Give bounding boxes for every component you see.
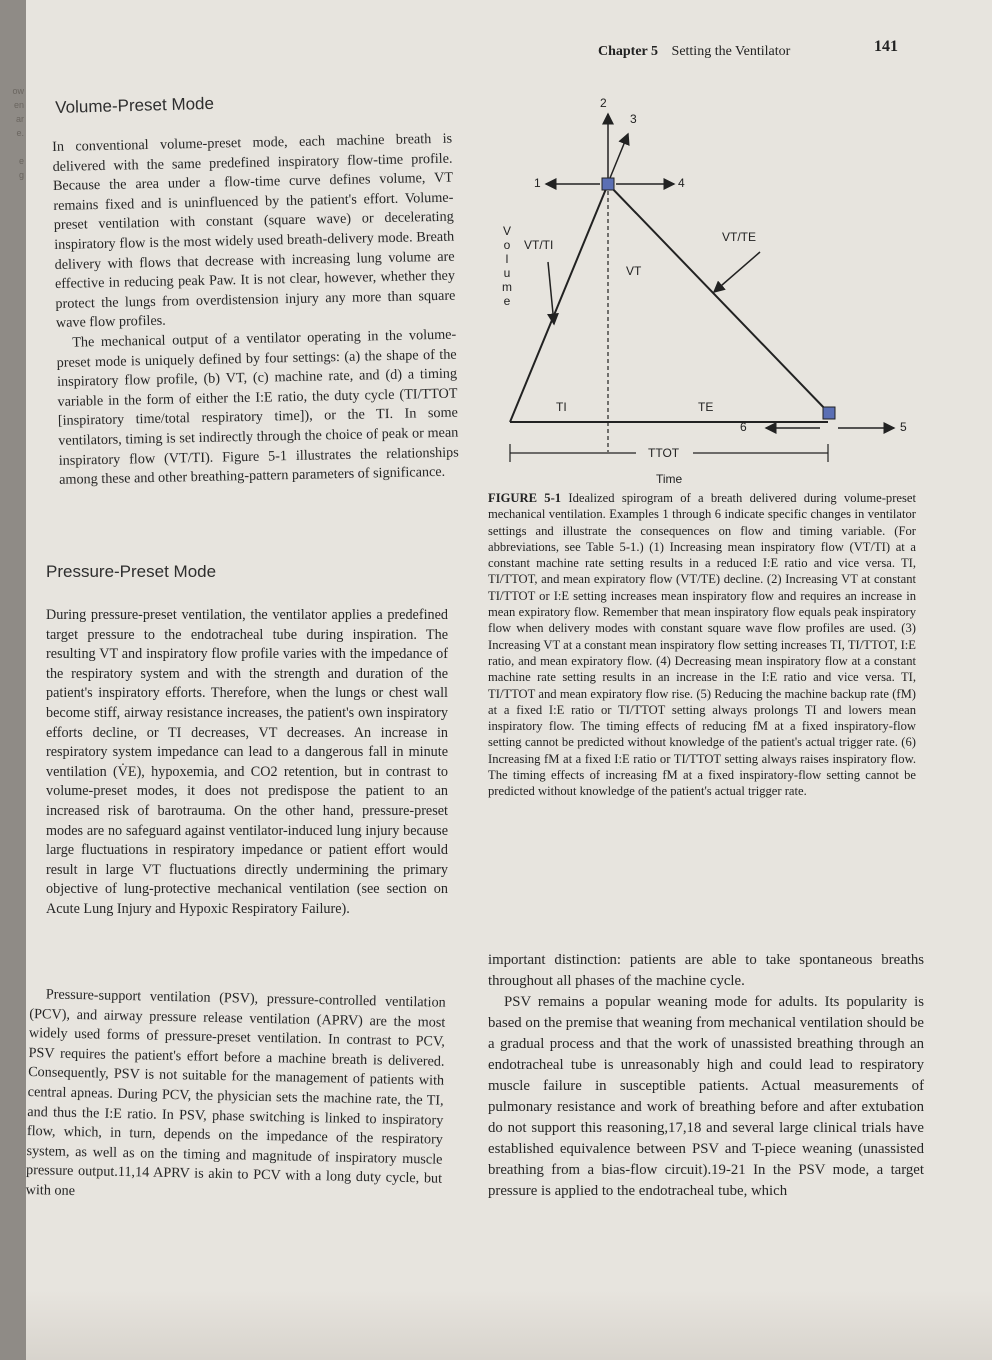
- paragraph: In conventional volume-preset mode, each machine breath is delivered with the same predefined inspiratory flow-time profile. Because the area under a flow-time curve defines volume, VT remains fixed and is uninfluenced by the patient's effort. Volume-preset ventilation with constant (square wave) or decelerating inspiratory flow is the most widely used breath-delivery mode. Breath delivery with flows that decrease with increasing lung volume are effective in reducing peak Paw. It is not clear, however, whether they protect the lungs from overdistension injury any more than square wave flow profiles.: [52, 130, 456, 332]
- label-vt-te: VT/TE: [722, 230, 757, 244]
- spirogram-diagram: [488, 92, 928, 492]
- caption-text: Idealized spirogram of a breath delivered during volume-preset mechanical ventilation. Examples 1 through 6 indicate specific changes in ventilator settings and illustrate the consequences on flow and timing variable. (For abbreviations, see Table 5-1.) (1) Increasing mean inspiratory flow (VT/TI) at a constant machine rate setting results in a reduced I:E ratio and vice versa. TI, TI/TTOT, and mean expiratory flow (VT/TE) decline. (2) Increasing VT at constant TI/TTOT or I:E setting increases mean inspiratory flow and requires an increase in mean expiratory flow. Remember that mean inspiratory flow equals peak inspiratory flow when delivery modes with constant square wave flow profiles are used. (3) Increasing VT at a constant mean inspiratory flow setting increases TI, TI/TTOT, I:E ratio, and mean expiratory flow. (4) Decreasing mean inspiratory flow at a constant machine rate setting results in an increase in the I:E ratio and vice versa. TI, TI/TTOT and mean expiratory flow rise. (5) Reducing the machine backup rate (fM) at a fixed I:E ratio or TI/TTOT setting always prolongs TI and lowers mean inspiratory flow. The timing effects of reducing fM at a fixed inspiratory-flow setting cannot be predicted without knowledge of the patient's actual trigger rate. (6) Increasing fM at a fixed I:E ratio or TI/TTOT setting always raises inspiratory flow. The timing effects of increasing fM at a fixed inspiratory-flow setting cannot be predicted without knowledge of the patient's actual trigger rate.: [488, 491, 916, 799]
- label-ti: TI: [556, 400, 567, 414]
- chapter-number: Chapter 5: [598, 44, 659, 59]
- right-column-text: [488, 950, 924, 1202]
- paragraph: During pressure-preset ventilation, the ventilator applies a predefined target pressure to the endotracheal tube during inspiration. The resulting VT and inspiratory flow profile varies with the impedance of the respiratory system and with the strength and duration of the patient's inspiratory efforts. Therefore, when the lungs or chest wall become stiff, airway resistance increases, the patient's own inspiratory efforts decline, or TI decreases, VT decreases. An increase in respiratory system impedance can lead to a dangerous fall in minute ventilation (V̇E), hypoxemia, and CO2 retention, but in contrast to volume-preset modes, it does not predispose the patient to an increased risk of barotrauma. On the other hand, pressure-preset modes are no safeguard against ventilator-induced lung injury because large fluctuations in respiratory impedance or patient effort would result in large VT fluctuations directly undermining the primary objective of lung-protective mechanical ventilation (see section on Acute Lung Injury and Hypoxic Respiratory Failure).: [46, 607, 448, 917]
- paragraph: PSV remains a popular weaning mode for adults. Its popularity is based on the premise that weaning from mechanical ventilation should be a gradual process and that the work of unassisted breathing through an endotracheal tube is unreasonably high and could lead to respiratory muscle failure in susceptible patients. Actual measurements of pulmonary resistance and work of breathing before and after extubation do not support this reasoning,17,18 and several large clinical trials have established equivalence between PSV and T-piece weaning (unassisted breathing from a bias-flow circuit).19-21 In the PSV mode, a target pressure is applied to the endotracheal tube, which: [488, 994, 924, 1199]
- label-4: 4: [678, 176, 685, 190]
- x-axis-label: Time: [656, 472, 683, 486]
- pointer-vt-ti: [548, 262, 554, 324]
- label-2: 2: [600, 96, 607, 110]
- chapter-title: Setting the Ventilator: [671, 44, 791, 59]
- label-3: 3: [630, 112, 637, 126]
- pointer-vt-te: [714, 252, 760, 292]
- pressure-preset-text: [46, 606, 448, 920]
- paragraph: important distinction: patients are able to take spontaneous breaths throughout all phases of the machine cycle.: [488, 952, 924, 989]
- page-shadow: [26, 1290, 992, 1360]
- page-number: 141: [874, 38, 898, 55]
- adjacent-page-edge: ow en ar e. e g: [12, 86, 24, 180]
- label-vt-ti: VT/TI: [524, 238, 554, 252]
- running-head: [598, 44, 790, 60]
- caption-label: FIGURE 5-1: [488, 491, 562, 505]
- figure-caption: [488, 490, 916, 800]
- inspiratory-limb: [510, 184, 608, 422]
- pressure-preset-text-continued: [25, 985, 445, 1209]
- arrow-3: [610, 134, 628, 178]
- label-vt: VT: [626, 264, 642, 278]
- label-ttot: TTOT: [648, 446, 680, 460]
- label-5: 5: [900, 420, 907, 434]
- paragraph: The mechanical output of a ventilator operating in the volume-preset mode is uniquely defined by four settings: (a) the shape of the inspiratory flow profile, (b) VT, (c) machine rate, and (d) a timing variable in the form of either the I:E ratio, the duty cycle (TI/TTOT [inspiratory time/total respiratory time]), or the TI. In some ventilators, timing is set indirectly through the choice of peak or mean inspiratory flow (VT/TI). Figure 5-1 illustrates the relationships among these and other breathing-pattern parameters of significance.: [56, 326, 459, 489]
- figure-spirogram: [488, 92, 928, 492]
- label-1: 1: [534, 176, 541, 190]
- label-te: TE: [698, 400, 714, 414]
- y-axis-label: Volume: [500, 224, 514, 308]
- volume-preset-text: [52, 130, 459, 491]
- label-6: 6: [740, 420, 747, 434]
- paragraph: Pressure-support ventilation (PSV), pressure-controlled ventilation (PCV), and airway pressure release ventilation (APRV) are the most widely used forms of pressure-preset ventilation. In contrast to PCV, PSV requires the patient's effort before a machine breath is delivered. Consequently, PSV is not suitable for the management of patients with central apneas. During PCV, the physician sets the machine rate, the TI, and thus the I:E ratio. In PSV, phase switching is linked to inspiratory flow, which, in turn, depends on the impedance of the respiratory system, as well as on the timing and magnitude of inspiratory muscle pressure output.11,14 APRV is akin to PCV with a long duty cycle, but with one: [25, 986, 446, 1199]
- heading-volume-preset: Volume-Preset Mode: [55, 93, 215, 117]
- heading-pressure-preset: Pressure-Preset Mode: [46, 562, 217, 581]
- peak-marker: [602, 178, 614, 190]
- expiratory-limb: [608, 184, 828, 412]
- end-marker: [823, 407, 835, 419]
